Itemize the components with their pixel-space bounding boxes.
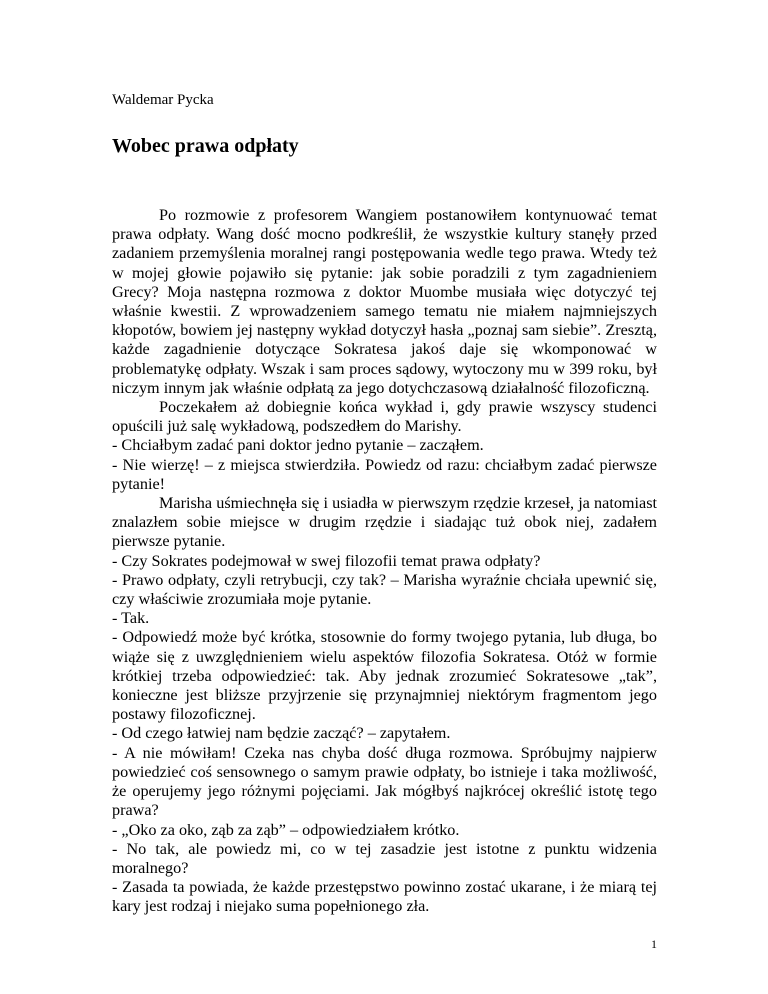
dialogue-line: - Tak.	[112, 609, 150, 628]
dialogue-line: - „Oko za oko, ząb za ząb” – odpowiedziałem krótko.	[112, 820, 460, 839]
dialogue-line: - Zasada ta powiada, że każde przestępstwo powinno zostać ukarane, i że miarą tej kary jest rodzaj i niejako suma popełnionego zła.	[112, 878, 657, 916]
paragraph: Poczekałem aż dobiegnie końca wykład i, gdy prawie wszyscy studenci opuścili już salę wykładową, podszedłem do Marishy.	[112, 398, 657, 436]
paragraph: Po rozmowie z profesorem Wangiem postanowiłem kontynuować temat prawa odpłaty. Wang dość mocno podkreślił, że wszystkie kultury stanęły przed zadaniem przemyślenia moralnej rangi postępowania wedle tego prawa. Wtedy też w mojej głowie pojawiło się pytanie: jak sobie poradzili z tym zagadnieniem Grecy? Moja następna rozmowa z doktor Muombe musiała więc dotyczyć tej właśnie kwestii. Z wprowadzeniem samego tematu nie miałem najmniejszych kłopotów, bowiem jej następny wykład dotyczył hasła „poznaj sam siebie”. Zresztą, każde zagadnienie dotyczące Sokratesa jakoś daje się wkomponować w problematykę odpłaty. Wszak i sam proces sądowy, wytoczony mu w 399 roku, był niczym innym jak właśnie odpłatą za jego dotychczasową działalność filozoficzną.	[112, 206, 657, 397]
dialogue-line: - Odpowiedź może być krótka, stosownie do formy twojego pytania, lub długa, bo wiąże się z uwzględnieniem wielu aspektów filozofia Sokratesa. Otóż w formie krótkiej trzeba odpowiedzieć: tak. Aby jednak zrozumieć Sokratesowe „tak”, konieczne jest bliższe przyjrzenie się przynajmniej niektórym fragmentom jego postawy filozoficznej.	[112, 628, 657, 724]
paragraph: Marisha uśmiechnęła się i usiadła w pierwszym rzędzie krzeseł, ja natomiast znalazłem sobie miejsce w drugim rzędzie i siadając tuż obok niej, zadałem pierwsze pytanie.	[112, 494, 657, 551]
document-body	[112, 206, 657, 917]
dialogue-line: - Chciałbym zadać pani doktor jedno pytanie – zacząłem.	[112, 436, 484, 455]
dialogue-line: - Od czego łatwiej nam będzie zacząć? – zapytałem.	[112, 724, 451, 743]
dialogue-line: - Nie wierzę! – z miejsca stwierdziła. Powiedz od razu: chciałbym zadać pierwsze pytanie!	[112, 455, 657, 493]
author-name: Waldemar Pycka	[112, 92, 214, 108]
dialogue-line: - No tak, ale powiedz mi, co w tej zasadzie jest istotne z punktu widzenia moralnego?	[112, 839, 657, 877]
document-title: Wobec prawa odpłaty	[112, 135, 299, 157]
page-number: 1	[651, 937, 657, 951]
dialogue-line: - Prawo odpłaty, czyli retrybucji, czy tak? – Marisha wyraźnie chciała upewnić się, czy właściwie zrozumiała moje pytanie.	[112, 570, 657, 609]
dialogue-line: - A nie mówiłam! Czeka nas chyba dość długa rozmowa. Spróbujmy najpierw powiedzieć coś sensownego o samym prawie odpłaty, bo istnieje i taka możliwość, że operujemy jego różnymi pojęciami. Jak mógłbyś najkrócej określić istotę tego prawa?	[112, 743, 657, 820]
dialogue-line: - Czy Sokrates podejmował w swej filozofii temat prawa odpłaty?	[112, 551, 541, 570]
